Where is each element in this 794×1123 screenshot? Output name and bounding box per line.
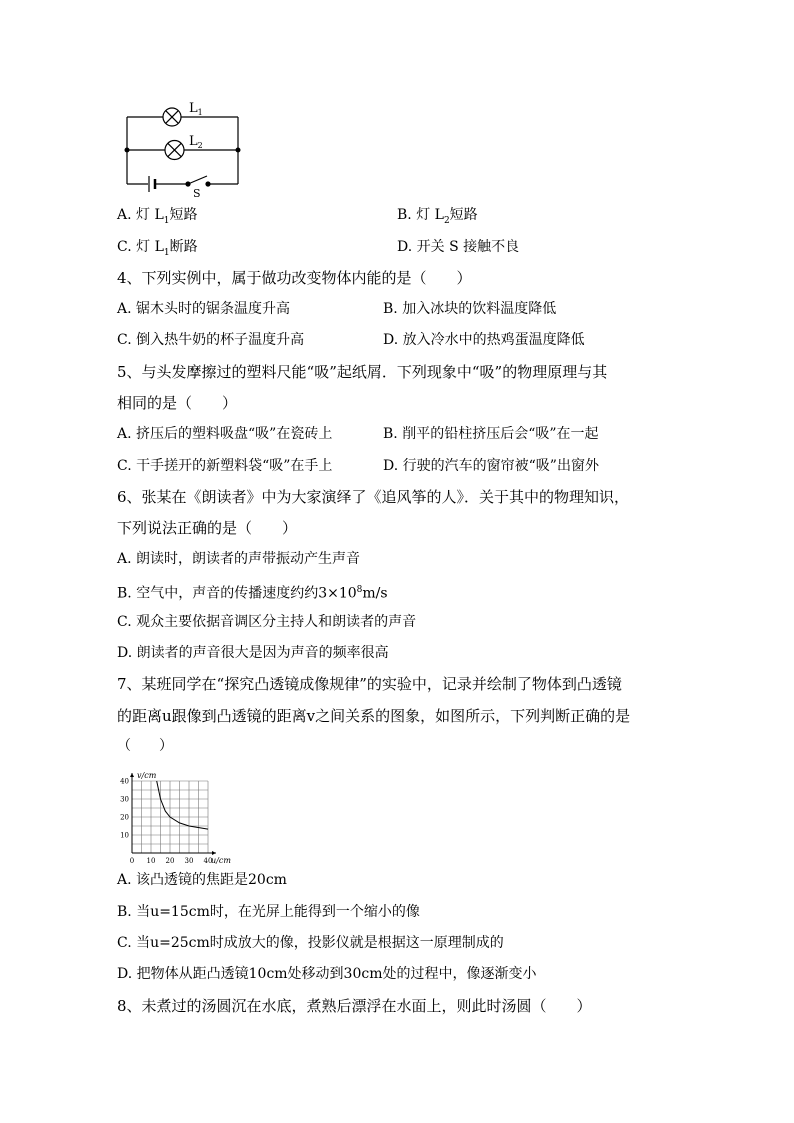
junction-right-node (236, 148, 241, 153)
q7-option-c: C. 当u=25cm时成放大的像，投影仪就是根据这一原理制成的 (117, 935, 504, 951)
x-tick-label: 10 (146, 857, 156, 865)
y-axis-arrow-icon (130, 773, 134, 777)
q5-option-c: C. 干手搓开的新塑料袋“吸”在手上 (117, 458, 333, 474)
q4-option-c: C. 倒入热牛奶的杯子温度升高 (117, 332, 305, 348)
y-tick-label: 10 (120, 831, 129, 840)
junction-left-node (125, 148, 130, 153)
chart-axes (130, 773, 216, 855)
x-tick-label: 30 (184, 857, 194, 865)
switch-icon (186, 176, 210, 186)
q3-option-c: C. 灯 $L_1$断路 (117, 239, 198, 258)
q5-option-d: D. 行驶的汽车的窗帘被“吸”出窗外 (383, 458, 599, 474)
q3-option-a: A. 灯 $L_1$短路 (117, 207, 198, 226)
q5-option-a: A. 挤压后的塑料吸盘“吸”在瓷砖上 (117, 426, 333, 442)
q3-option-d: D. 开关 S 接触不良 (397, 239, 520, 255)
q4-option-a: A. 锯木头时的锯条温度升高 (117, 301, 291, 317)
q6-option-c: C. 观众主要依据音调区分主持人和朗读者的声音 (117, 614, 417, 630)
lamp-l2-icon (165, 141, 184, 160)
q7-option-a: A. 该凸透镜的焦距是20cm (117, 872, 287, 888)
lamp-l1-label: $L_1$ (189, 101, 203, 117)
x-tick-label: 20 (165, 857, 175, 865)
lamp-l1-icon (163, 108, 181, 126)
q6-option-d: D. 朗读者的声音很大是因为声音的频率很高 (117, 645, 389, 661)
q6-option-a: A. 朗读时，朗读者的声带振动产生声音 (117, 551, 361, 567)
q5-option-b: B. 削平的铅柱挤压后会“吸”在一起 (383, 426, 599, 442)
q7-stem-line3: （ ） (117, 738, 173, 754)
q3-option-b: B. 灯 $L_2$短路 (397, 207, 478, 226)
y-tick-label: 30 (120, 795, 129, 804)
circuit-diagram (0, 0, 794, 200)
chart-y-axis-label: v/cm (137, 771, 157, 780)
chart-ticks (120, 778, 212, 866)
q8-stem: 8、未煮过的汤圆沉在水底，煮熟后漂浮在水面上，则此时汤圆（ ） (117, 997, 592, 1015)
y-tick-label: 40 (120, 777, 129, 786)
chart-x-axis-label: u/cm (211, 856, 231, 865)
q4-option-d: D. 放入冷水中的热鸡蛋温度降低 (383, 332, 585, 348)
switch-label: S (193, 187, 201, 200)
q7-stem-line2: 的距离u跟像到凸透镜的距离v之间关系的图象，如图所示，下列判断正确的是 (117, 707, 631, 725)
q5-stem-line1: 5、与头发摩擦过的塑料尺能“吸”起纸屑．下列现象中“吸”的物理原理与其 (117, 363, 608, 381)
q5-stem-line2: 相同的是（ ） (117, 394, 238, 412)
q6-option-b: B. 空气中，声音的传播速度约约$3\times 10^8m/s$ (117, 585, 388, 602)
q7-option-d: D. 把物体从距凸透镜10cm处移动到30cm处的过程中，像逐渐变小 (117, 966, 537, 982)
x-axis-arrow-icon (212, 851, 216, 855)
x-tick-label: 40 (203, 857, 213, 865)
x-tick-label: 0 (129, 857, 135, 865)
q4-stem: 4、下列实例中，属于做功改变物体内能的是（ ） (117, 269, 472, 287)
chart-series-line (157, 781, 208, 829)
chart-grid (132, 781, 208, 853)
q7-stem-line1: 7、某班同学在“探究凸透镜成像规律”的实验中，记录并绘制了物体到凸透镜 (117, 675, 622, 693)
y-tick-label: 20 (120, 813, 129, 822)
battery-icon (149, 176, 155, 192)
q6-stem-line2: 下列说法正确的是（ ） (117, 519, 298, 537)
lamp-l2-label: $L_2$ (189, 134, 203, 150)
q7-option-b: B. 当u=15cm时，在光屏上能得到一个缩小的像 (117, 904, 420, 920)
q4-option-b: B. 加入冰块的饮料温度降低 (383, 301, 557, 317)
q6-stem-line1: 6、张某在《朗读者》中为大家演绎了《追风筝的人》．关于其中的物理知识， (117, 488, 630, 506)
